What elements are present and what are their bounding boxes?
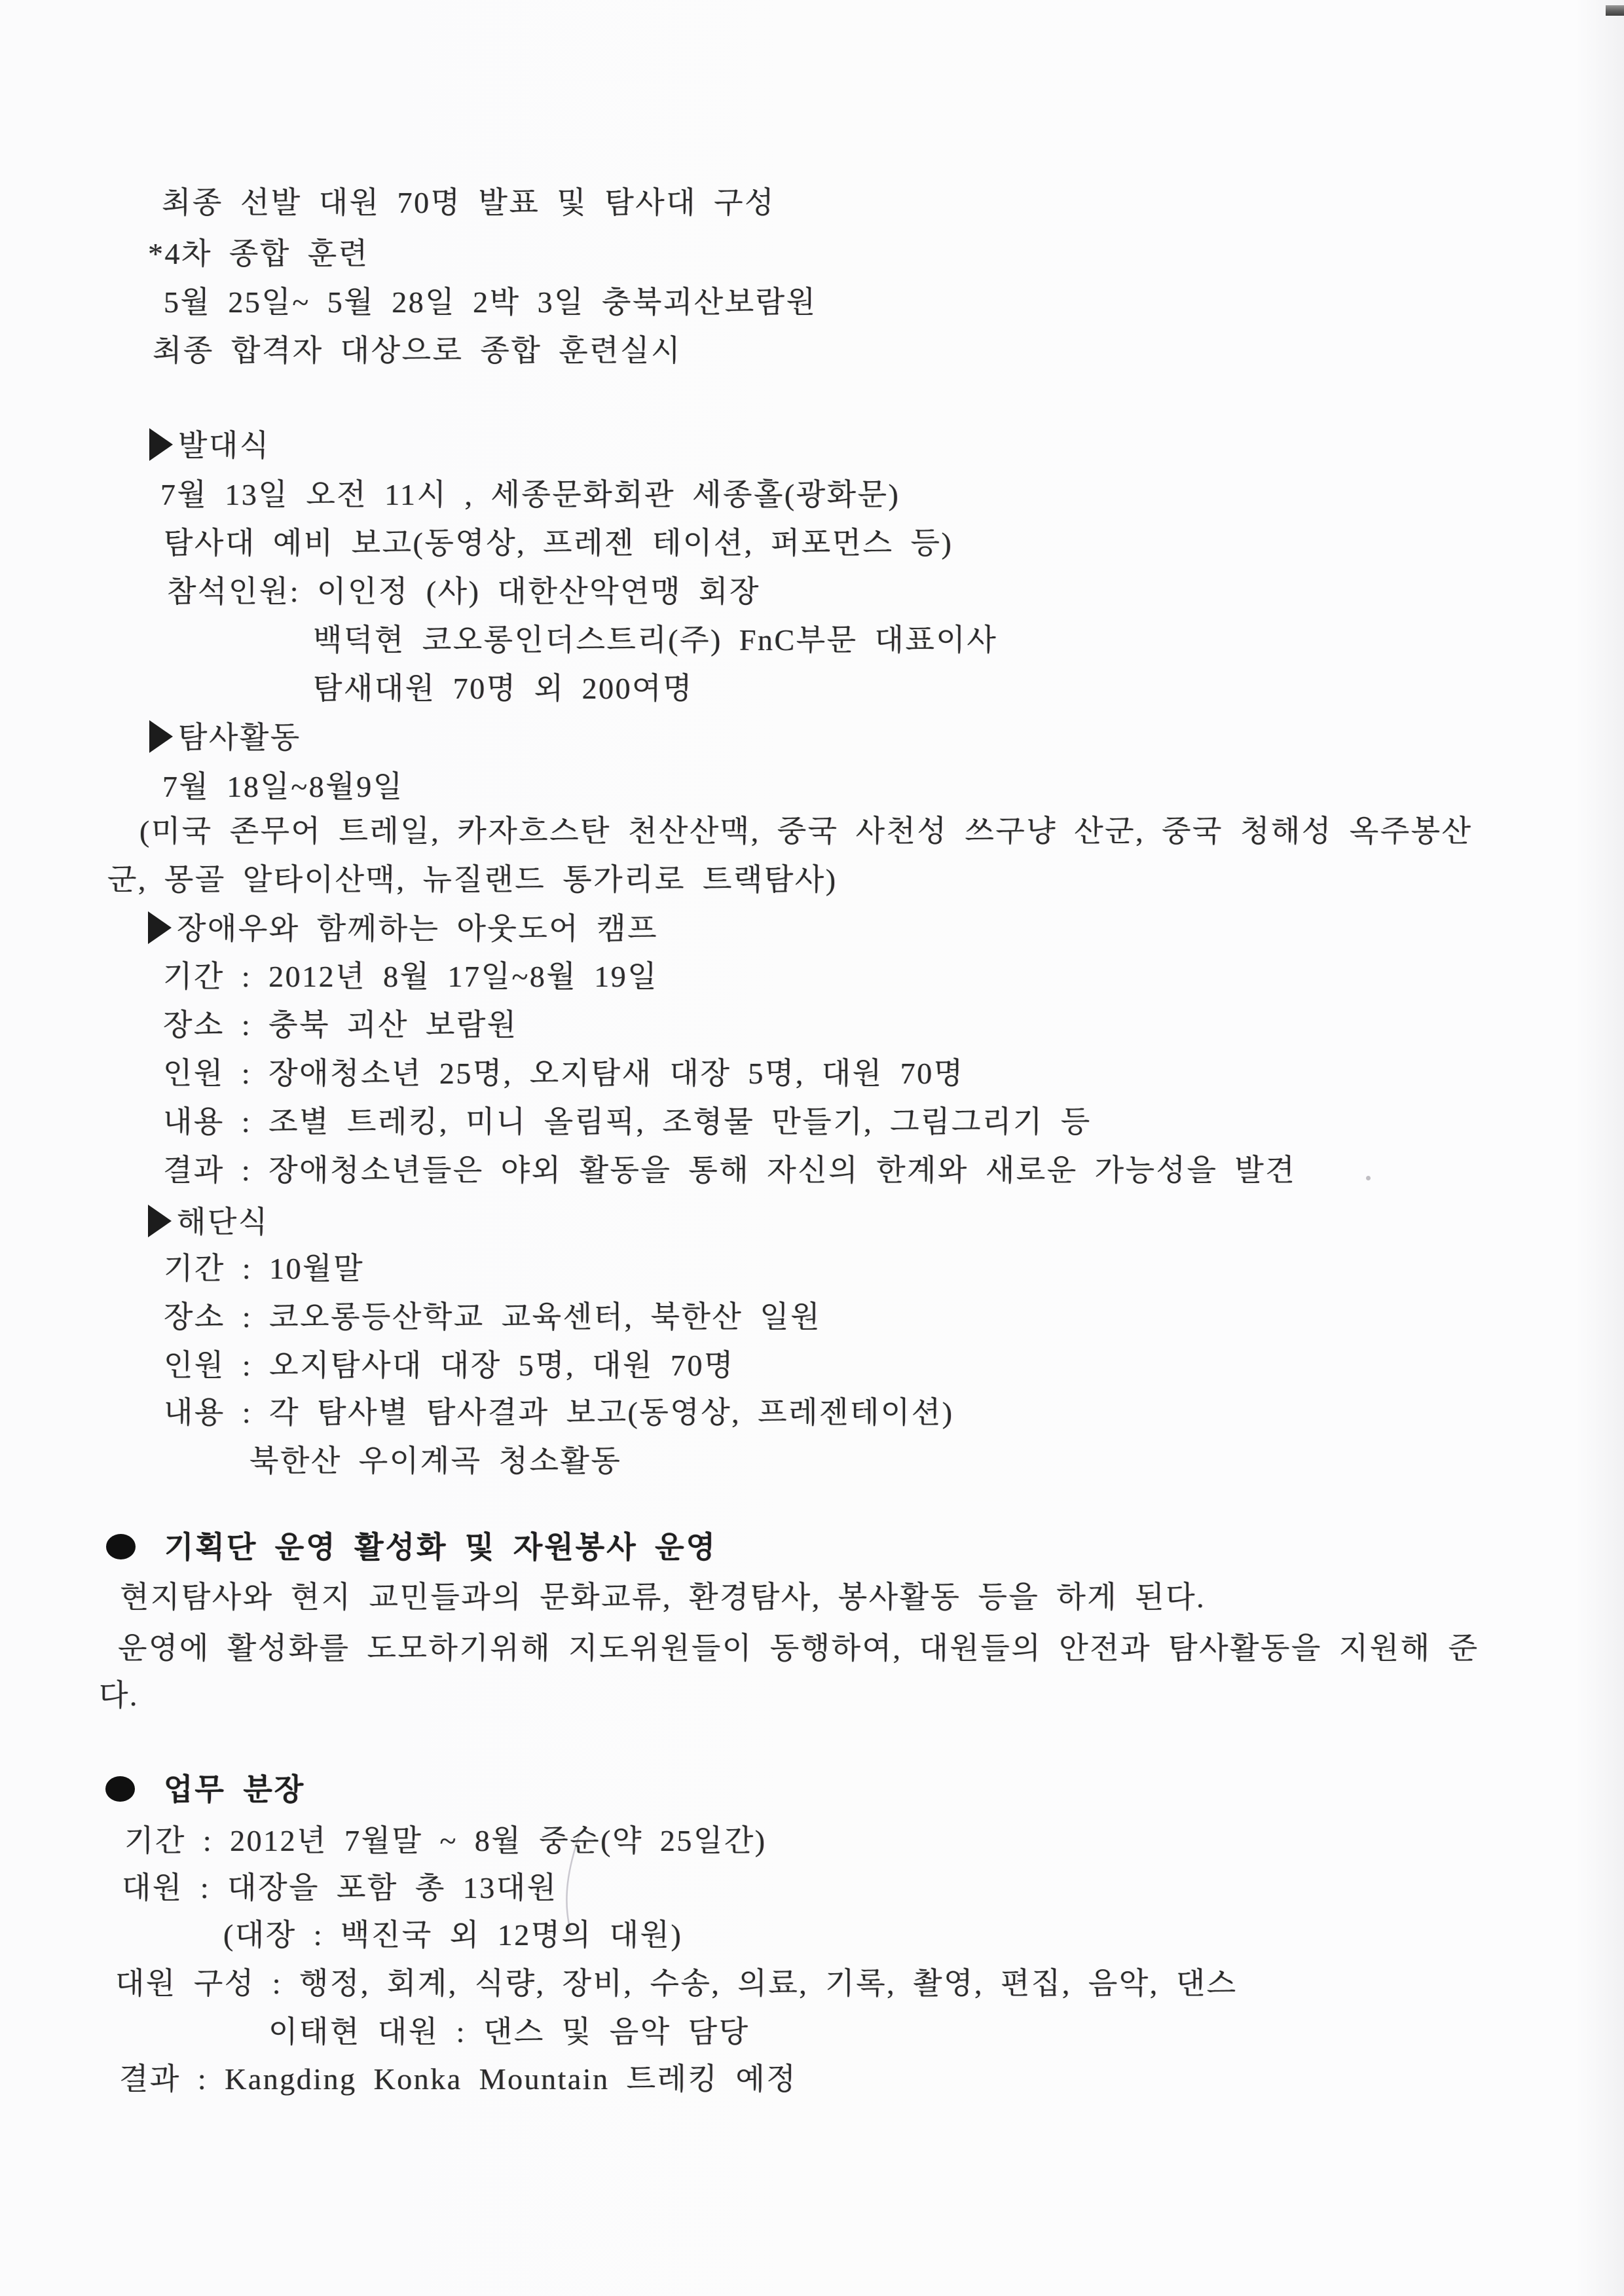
document-line xyxy=(106,1531,717,1565)
line-text: 탐사대 예비 보고(동영상, 프레젠 테이션, 퍼포먼스 등) xyxy=(164,526,953,560)
document-line xyxy=(164,1252,364,1286)
document-line xyxy=(122,1871,558,1905)
document-line xyxy=(223,1918,682,1952)
document-line xyxy=(115,1967,1238,2001)
document-line xyxy=(163,1154,1296,1188)
document-line xyxy=(118,1631,1479,1666)
document-line xyxy=(153,334,682,368)
document-line xyxy=(164,526,953,560)
line-text: 운영에 활성화를 도모하기위해 지도위원들이 동행하여, 대원들의 안전과 탐사활동을 지원해 준 xyxy=(118,1631,1479,1665)
line-text: 7월 13일 오전 11시 , 세종문화회관 세종홀(광화문) xyxy=(160,478,900,511)
document-line xyxy=(163,1105,1092,1139)
document-line xyxy=(105,1773,305,1807)
line-text: 이태현 대원 : 댄스 및 음악 담당 xyxy=(268,2015,750,2049)
triangle-bullet-icon xyxy=(149,428,173,461)
document-line xyxy=(148,1205,269,1239)
line-text: 5월 25일~ 5월 28일 2박 3일 충북괴산보람원 xyxy=(164,285,817,319)
document-line xyxy=(99,1679,139,1713)
line-text: 탐새대원 70명 외 200여명 xyxy=(313,672,693,705)
document-line xyxy=(120,1580,1206,1614)
line-text: *4차 종합 훈련 xyxy=(148,237,369,270)
line-text: 다. xyxy=(99,1679,139,1712)
line-text: 북한산 우이계곡 청소활동 xyxy=(249,1444,622,1478)
line-text: 대원 : 대장을 포함 총 13대원 xyxy=(122,1871,558,1904)
document-line xyxy=(149,428,270,463)
document-line xyxy=(164,1396,954,1430)
scan-speck-artifact xyxy=(1366,1176,1371,1180)
document-line xyxy=(164,285,817,319)
document-line xyxy=(163,960,658,994)
line-text: 군, 몽골 알타이산맥, 뉴질랜드 통가리로 트랙탐사) xyxy=(107,863,838,896)
triangle-bullet-icon xyxy=(148,911,172,944)
line-text: 대원 구성 : 행정, 회계, 식량, 장비, 수송, 의료, 기록, 촬영, 편집, 음악, 댄스 xyxy=(115,1967,1238,2000)
document-line xyxy=(149,720,301,755)
line-text: 최종 선발 대원 70명 발표 및 탐사대 구성 xyxy=(162,186,776,219)
triangle-bullet-icon xyxy=(148,1205,172,1237)
line-text: 기획단 운영 활성화 및 자원봉사 운영 xyxy=(164,1531,718,1564)
line-text: 현지탐사와 현지 교민들과의 문화교류, 환경탐사, 봉사활동 등을 하게 된다. xyxy=(120,1580,1206,1614)
line-text: 장애우와 함께하는 아웃도어 캠프 xyxy=(177,912,659,945)
line-text: 참석인원: 이인정 (사) 대한산악연맹 회장 xyxy=(167,575,760,608)
document-line xyxy=(160,478,900,512)
document-line xyxy=(139,814,1473,848)
triangle-bullet-icon xyxy=(149,720,173,753)
document-line xyxy=(164,1349,735,1383)
line-text: 장소 : 코오롱등산학교 교육센터, 북한산 일원 xyxy=(164,1300,822,1334)
scan-artifact-top-right xyxy=(1606,5,1624,16)
document-line xyxy=(148,911,658,946)
document-line xyxy=(162,770,404,804)
circle-bullet-icon xyxy=(106,1534,136,1559)
document-line xyxy=(268,2015,750,2049)
line-text: 업무 분장 xyxy=(164,1773,306,1806)
line-text: 기간 : 2012년 7월말 ~ 8월 중순(약 25일간) xyxy=(124,1824,767,1857)
document-line xyxy=(119,2062,797,2096)
document-line xyxy=(313,672,693,706)
line-text: (미국 존무어 트레일, 카자흐스탄 천산산맥, 중국 사천성 쓰구냥 산군, 중국 청해성 옥주봉산 xyxy=(139,814,1473,848)
document-line xyxy=(107,863,838,897)
line-text: 해단식 xyxy=(177,1205,269,1239)
line-text: 7월 18일~8월9일 xyxy=(162,770,404,803)
line-text: 기간 : 2012년 8월 17일~8월 19일 xyxy=(163,960,659,993)
document-line xyxy=(124,1824,767,1858)
line-text: 장소 : 충북 괴산 보람원 xyxy=(163,1008,518,1042)
line-text: 기간 : 10월말 xyxy=(164,1252,365,1285)
line-text: 백덕현 코오롱인더스트리(주) FnC부문 대표이사 xyxy=(313,623,998,657)
document-line xyxy=(163,1008,518,1042)
circle-bullet-icon xyxy=(105,1776,135,1802)
line-text: 인원 : 장애청소년 25명, 오지탐새 대장 5명, 대원 70명 xyxy=(163,1057,965,1090)
line-text: 내용 : 각 탐사별 탐사결과 보고(동영상, 프레젠테이션) xyxy=(164,1396,954,1429)
line-text: 내용 : 조별 트레킹, 미니 올림픽, 조형물 만들기, 그림그리기 등 xyxy=(163,1105,1092,1139)
document-line xyxy=(249,1444,621,1478)
document-line xyxy=(164,1300,821,1334)
line-text: (대장 : 백진국 외 12명의 대원) xyxy=(223,1918,683,1952)
document-line xyxy=(163,1057,965,1091)
line-text: 결과 : 장애청소년들은 야외 활동을 통해 자신의 한계와 새로운 가능성을 발견 xyxy=(163,1154,1297,1187)
line-text: 결과 : Kangding Konka Mountain 트레킹 예정 xyxy=(119,2062,798,2096)
line-text: 발대식 xyxy=(178,429,270,462)
document-line xyxy=(167,575,760,609)
document-line xyxy=(148,237,369,271)
document-line xyxy=(313,623,997,657)
document-line xyxy=(162,186,775,220)
line-text: 탐사활동 xyxy=(178,721,301,754)
line-text: 최종 합격자 대상으로 종합 훈련실시 xyxy=(153,334,682,367)
line-text: 인원 : 오지탐사대 대장 5명, 대원 70명 xyxy=(164,1349,735,1382)
